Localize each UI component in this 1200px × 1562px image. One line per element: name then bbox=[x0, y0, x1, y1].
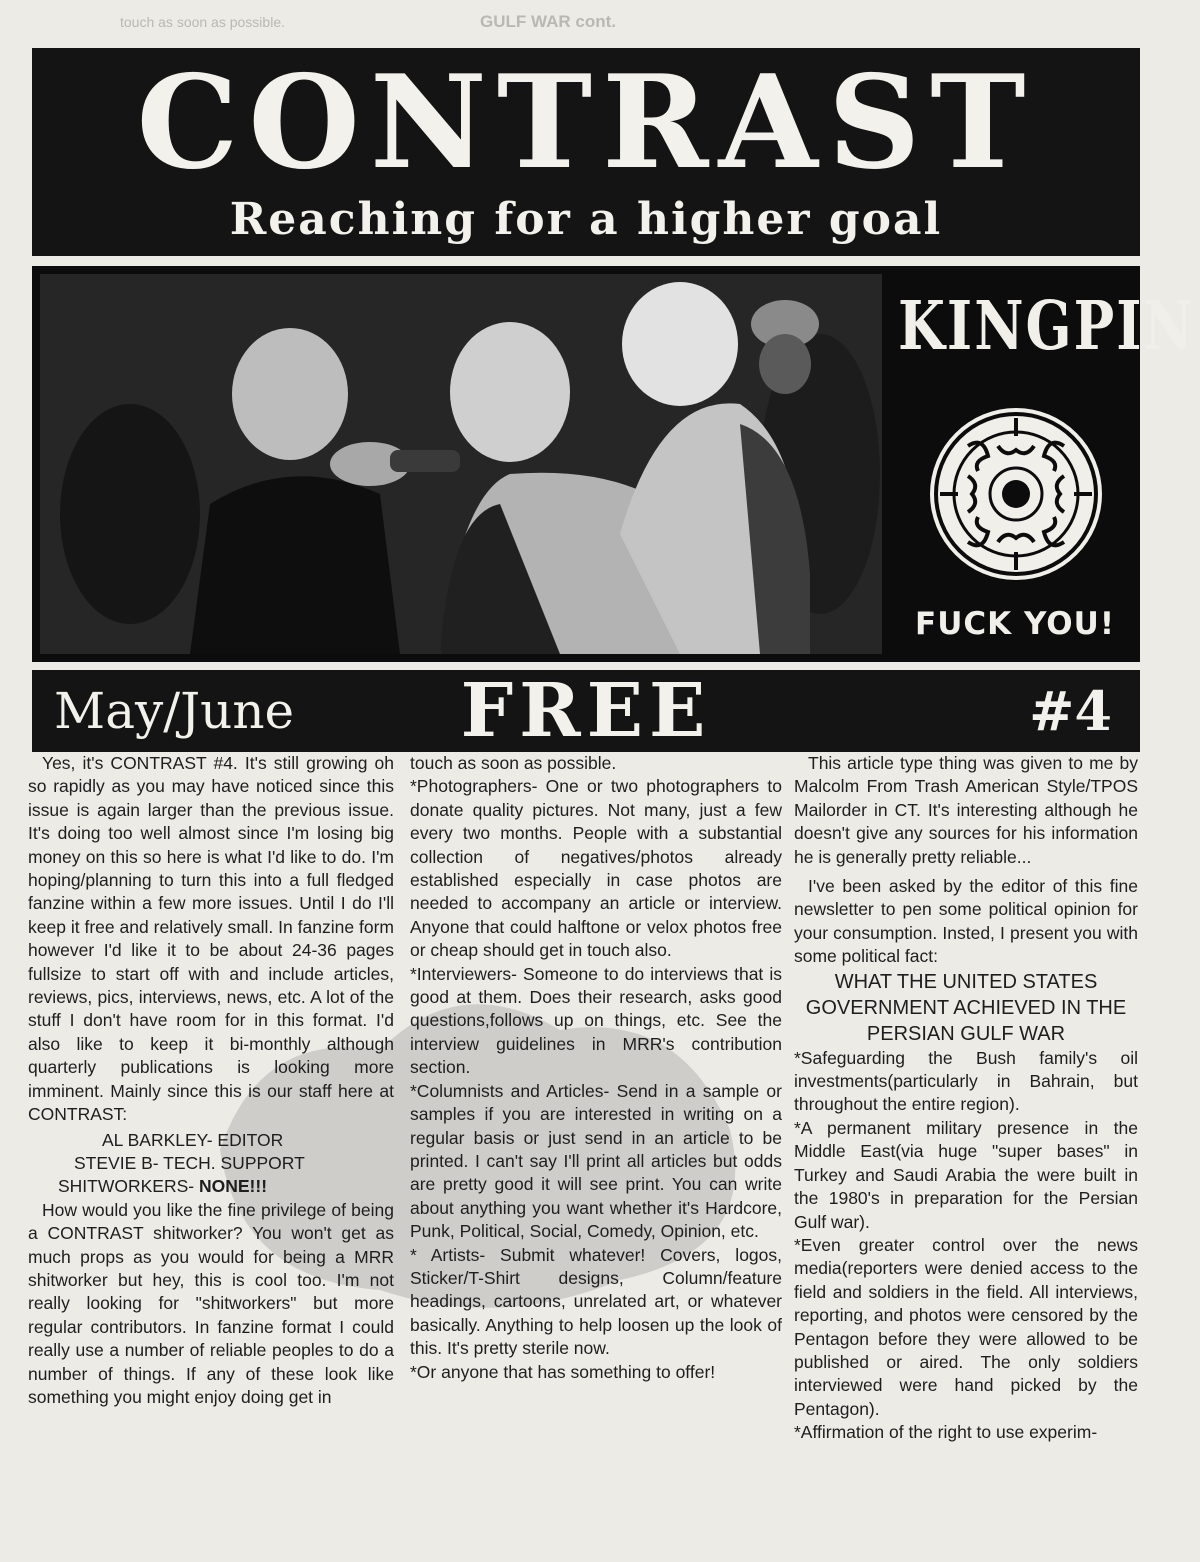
article-column-1 bbox=[28, 752, 394, 1558]
shitworkers-label: SHITWORKERS- bbox=[58, 1176, 199, 1197]
outro-paragraph: How would you like the fine privilege of being a CONTRAST shitworker? You won't get as much props as you would for being a MRR shitworker but hey, this is cool too. I'm not really looking for "shitworkers" but more regular contributors. In fanzine format I could really use a number of reliable peoples to do a number of things. If any of these look like something you might enjoy doing get in bbox=[28, 1199, 394, 1407]
list-item-photographers: *Photographers- One or two photographers to donate quality pictures. Not many, just a few every two months. People with a substantial collection of negatives/photos already established especially in case photos are needed to accompany an article or interview. Anyone that could halftone or velox photos free or cheap should get in touch also. bbox=[410, 776, 782, 961]
issue-price: FREE bbox=[460, 668, 712, 754]
zine-title: CONTRAST bbox=[136, 48, 1036, 198]
bleed-through-text bbox=[0, 0, 1200, 40]
photo-illustration bbox=[40, 274, 882, 654]
gulf-item-military: *A permanent military presence in the Middle East(via huge "super bases" in Turkey and Saudi Arabia the were built in the 1980's in preparation for the Persian Gulf war). bbox=[794, 1117, 1138, 1232]
band-logo-panel bbox=[898, 266, 1195, 662]
tribal-emblem-icon bbox=[928, 406, 1104, 582]
shitworkers-value: NONE!!! bbox=[198, 1176, 268, 1197]
article-headline: WHAT THE UNITED STATES GOVERNMENT ACHIEVED IN THE PERSIAN GULF WAR bbox=[805, 970, 1127, 1045]
article-intro: This article type thing was given to me by Malcolm From Trash American Style/TPOS Mailorder in CT. It's interesting although he doesn't give any sources for his information he is generally pretty reliable... bbox=[794, 753, 1138, 867]
band-name: KINGPIN bbox=[898, 285, 1195, 365]
logo-caption: FUCK YOU! bbox=[915, 606, 1115, 642]
masthead bbox=[32, 48, 1140, 256]
list-item-columnists: *Columnists and Articles- Send in a sample or samples if you are interested in writing on a regular basis or just send in an article to be printed. I can't say I'll print all articles but odds are pretty good it will see print. You can write about anything you want whether it's Hardcore, Punk, Political, Social, Comedy, Opinion, etc. bbox=[410, 1080, 782, 1242]
list-item-interviewers: *Interviewers- Someone to do interviews that is good at them. Does their research, asks good questions,follows up on things, etc. See the interview guidelines in MRR's contribution section. bbox=[410, 963, 782, 1078]
band-live-photo bbox=[40, 274, 882, 654]
staff-tech: STEVIE B- TECH. SUPPORT bbox=[74, 1152, 305, 1173]
issue-bar bbox=[32, 670, 1140, 752]
article-column-2 bbox=[410, 752, 782, 1558]
gulf-item-experimental: *Affirmation of the right to use experim- bbox=[794, 1422, 1098, 1443]
list-item-artists: * Artists- Submit whatever! Covers, logos, Sticker/T-Shirt designs, Column/feature headings, cartoons, unrelated art, or whatever basically. Anything to help loosen up the look of this. It's pretty sterile now. bbox=[410, 1244, 782, 1359]
staff-shitworkers bbox=[58, 1175, 394, 1198]
issue-date: May/June bbox=[54, 682, 295, 740]
continued-lead: touch as soon as possible. bbox=[410, 753, 617, 773]
bleed-left: touch as soon as possible. bbox=[120, 14, 285, 30]
gulf-item-media: *Even greater control over the news media(reporters were denied access to the field and soldiers in the field. All interviews, reporting, and photos were censored by the Pentagon before they were allowed to be published or aired. The only soldiers interviewed were hand picked by the Pentagon). bbox=[794, 1234, 1138, 1419]
issue-number: #4 bbox=[1029, 679, 1112, 743]
article-column-3 bbox=[794, 752, 1138, 1558]
gulf-item-oil: *Safeguarding the Bush family's oil investments(particularly in Bahrain, but throughout the entire region). bbox=[794, 1047, 1138, 1115]
cover-photo-band bbox=[32, 266, 1195, 662]
zine-subtitle: Reaching for a higher goal bbox=[229, 194, 943, 245]
intro-paragraph: Yes, it's CONTRAST #4. It's still growing oh so rapidly as you may have noticed since this issue is again larger than the previous issue. It's doing too well almost since I'm losing big money on this so here is what I'd like to do. I'm hoping/planning to turn this into a full fledged fanzine within a few more issues. Until I do I'll keep it free and relatively small. In fanzine form however I'd like it to be about 24-36 pages fullsize to start off with and include articles, reviews, pics, interviews, news, etc. A lot of the stuff I don't have room for in this format. I'd also like to keep it bi-monthly although quarterly publications is looking more imminent. Mainly since this is our staff here at CONTRAST: bbox=[28, 753, 394, 1125]
bleed-mid: GULF WAR cont. bbox=[480, 12, 616, 31]
staff-list bbox=[58, 1129, 394, 1199]
list-item-anyone: *Or anyone that has something to offer! bbox=[410, 1361, 716, 1382]
article-paragraph-2: I've been asked by the editor of this fine newsletter to pen some political opinion for your consumption. Insted, I present you with some political fact: bbox=[794, 876, 1138, 967]
staff-editor: AL BARKLEY- EDITOR bbox=[102, 1129, 284, 1150]
